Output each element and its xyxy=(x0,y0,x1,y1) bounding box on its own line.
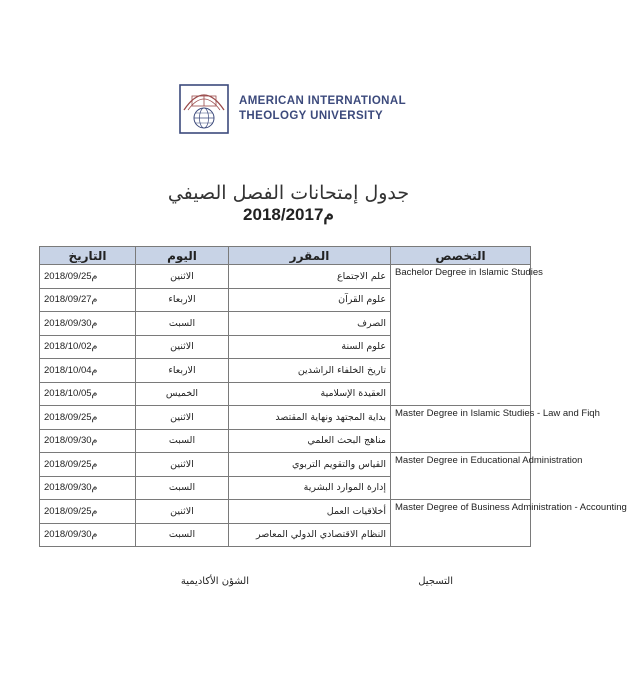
exam-course: القياس والتقويم التربوي xyxy=(229,453,391,477)
exam-course: علوم القرآن xyxy=(229,288,391,312)
header-specialization: التخصص xyxy=(391,247,531,265)
table-row xyxy=(40,500,531,524)
exam-date: 2018/09/30م xyxy=(40,476,136,500)
exam-day: الاثنين xyxy=(136,335,229,359)
exam-day: الخميس xyxy=(136,382,229,406)
exam-course: علم الاجتماع xyxy=(229,265,391,289)
exam-course: علوم السنة xyxy=(229,335,391,359)
exam-date: 2018/09/27م xyxy=(40,288,136,312)
university-name-line2: THEOLOGY UNIVERSITY xyxy=(239,110,384,122)
exam-course: الصرف xyxy=(229,312,391,336)
exam-day: السبت xyxy=(136,312,229,336)
exam-schedule-table xyxy=(39,246,627,547)
exam-date: 2018/09/25م xyxy=(40,500,136,524)
exam-date: 2018/09/25م xyxy=(40,453,136,477)
exam-date: 2018/10/02م xyxy=(40,335,136,359)
header-day: اليوم xyxy=(136,247,229,265)
header-course: المقرر xyxy=(229,247,391,265)
exam-date: 2018/09/30م xyxy=(40,429,136,453)
exam-day: الاثنين xyxy=(136,453,229,477)
exam-course: العقيدة الإسلامية xyxy=(229,382,391,406)
page-title: جدول إمتحانات الفصل الصيفي xyxy=(167,182,410,204)
exam-course: بداية المجتهد ونهاية المقتصد xyxy=(229,406,391,430)
footer-academic-affairs: الشؤن الأكاديمية xyxy=(180,576,249,587)
exam-date: 2018/09/30م xyxy=(40,312,136,336)
header-date: التاريخ xyxy=(40,247,136,265)
exam-day: الاثنين xyxy=(136,265,229,289)
exam-course: إدارة الموارد البشرية xyxy=(229,476,391,500)
table-row xyxy=(40,406,531,430)
exam-date: 2018/10/05م xyxy=(40,382,136,406)
university-name-line1: AMERICAN INTERNATIONAL xyxy=(239,95,407,107)
exam-day: الاربعاء xyxy=(136,288,229,312)
exam-day: السبت xyxy=(136,429,229,453)
university-logo xyxy=(178,84,230,134)
exam-day: الاثنين xyxy=(136,500,229,524)
exam-day: الاربعاء xyxy=(136,359,229,383)
footer-registration: التسجيل xyxy=(418,576,453,587)
exam-date: 2018/09/25م xyxy=(40,406,136,430)
table-row xyxy=(40,265,531,289)
exam-course: النظام الاقتصادي الدولي المعاصر xyxy=(229,523,391,547)
exam-day: الاثنين xyxy=(136,406,229,430)
exam-course: مناهج البحث العلمي xyxy=(229,429,391,453)
exam-date: 2018/09/30م xyxy=(40,523,136,547)
exam-date: 2018/09/25م xyxy=(40,265,136,289)
specialization-cell: Bachelor Degree in Islamic Studies xyxy=(391,265,531,406)
page-subtitle: 2018/2017م xyxy=(243,205,334,224)
table-header-row xyxy=(40,247,531,265)
exam-day: السبت xyxy=(136,476,229,500)
exam-date: 2018/10/04م xyxy=(40,359,136,383)
specialization-cell: Master Degree in Educational Administration xyxy=(391,453,531,500)
exam-day: السبت xyxy=(136,523,229,547)
specialization-cell: Master Degree of Business Administration - Accounting xyxy=(391,500,531,547)
exam-course: تاريخ الخلفاء الراشدين xyxy=(229,359,391,383)
exam-course: أخلاقيات العمل xyxy=(229,500,391,524)
university-name xyxy=(239,94,406,124)
specialization-cell: Master Degree in Islamic Studies - Law and Fiqh xyxy=(391,406,531,453)
table-row xyxy=(40,453,531,477)
